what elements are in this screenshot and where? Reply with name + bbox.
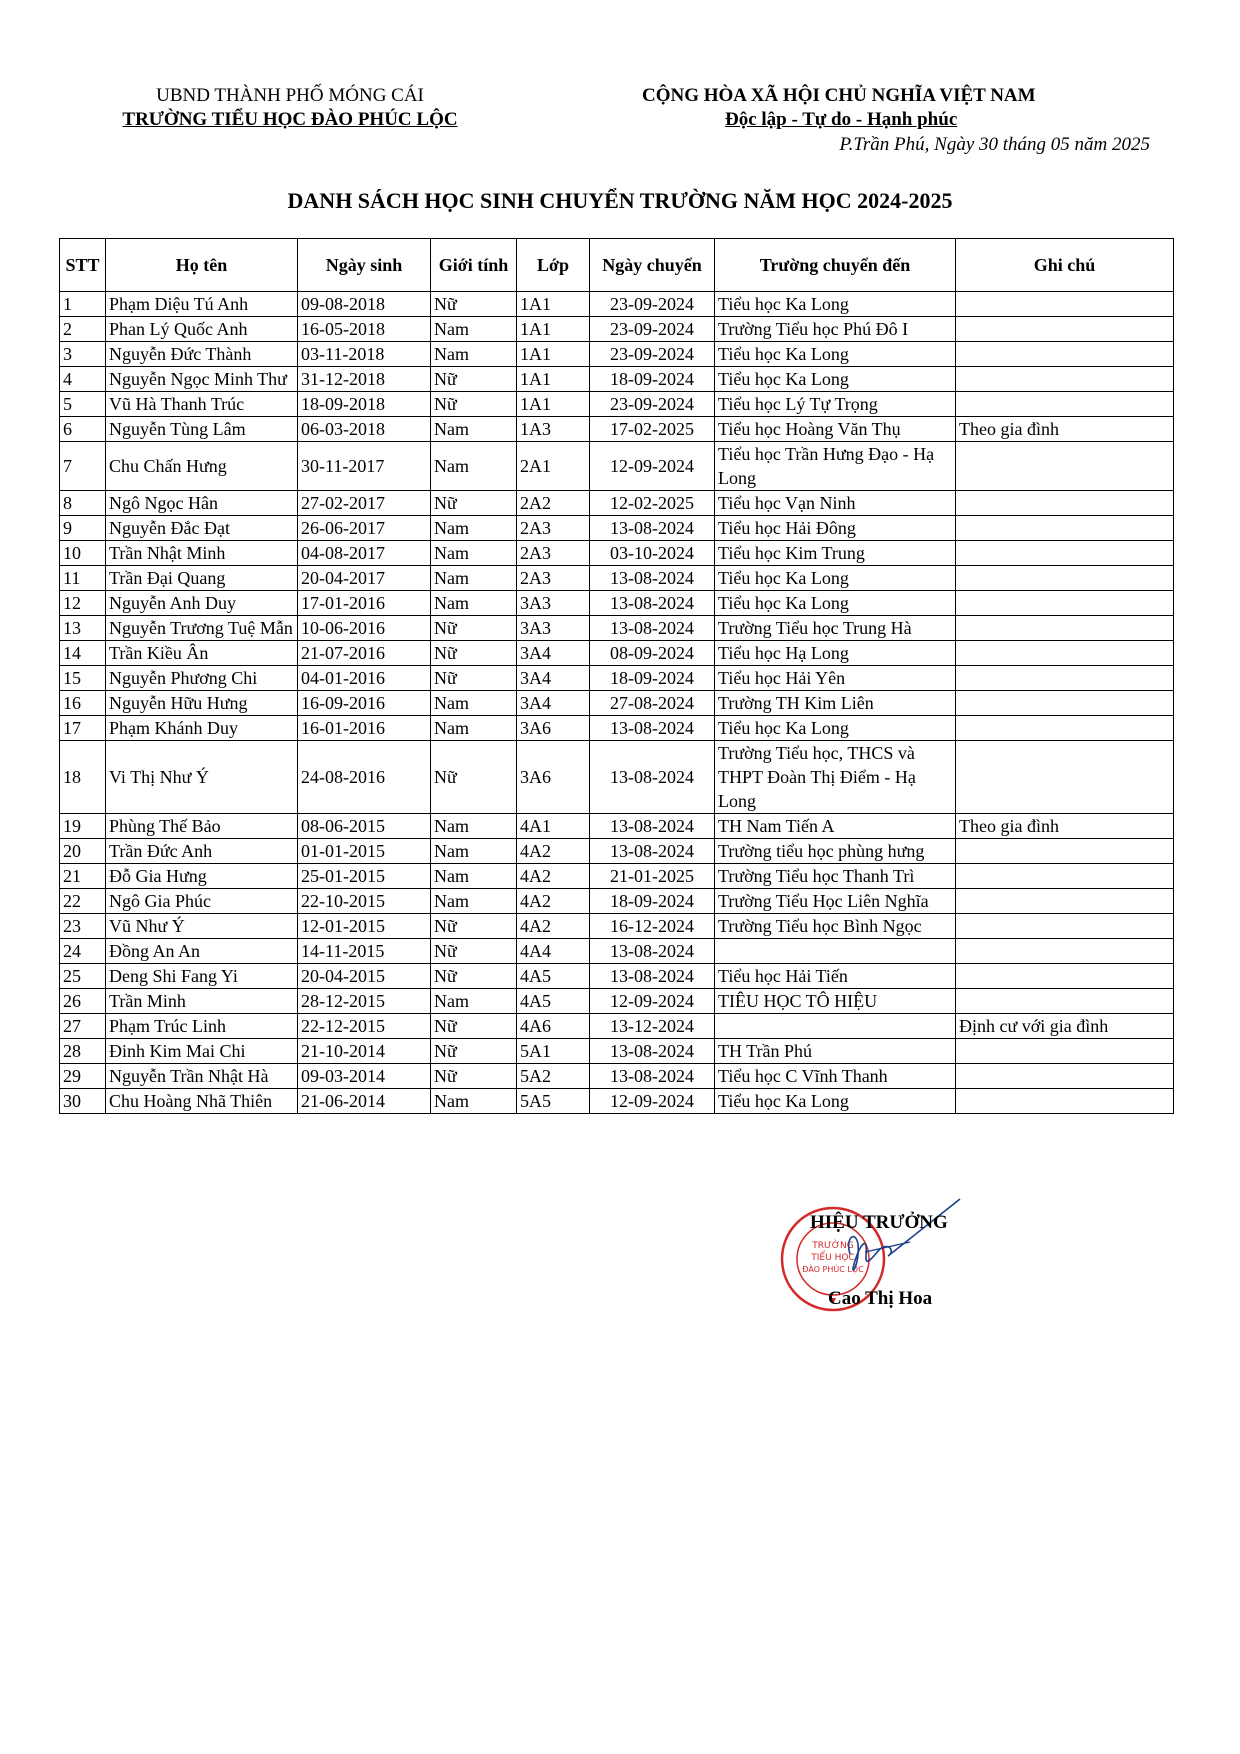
cell-name: Phùng Thế Bảo (106, 814, 298, 839)
cell-stt: 1 (60, 292, 106, 317)
cell-move-date: 12-09-2024 (590, 989, 715, 1014)
cell-class: 3A4 (517, 641, 590, 666)
cell-name: Trần Đức Anh (106, 839, 298, 864)
cell-class: 3A3 (517, 591, 590, 616)
cell-class: 3A4 (517, 666, 590, 691)
cell-gender: Nữ (431, 741, 517, 814)
cell-dob: 30-11-2017 (298, 442, 431, 491)
cell-dob: 31-12-2018 (298, 367, 431, 392)
cell-to-school: Tiểu học Hải Đông (715, 516, 956, 541)
cell-class: 2A3 (517, 566, 590, 591)
cell-move-date: 13-08-2024 (590, 616, 715, 641)
cell-class: 4A2 (517, 864, 590, 889)
cell-to-school: Tiểu học Ka Long (715, 591, 956, 616)
cell-move-date: 08-09-2024 (590, 641, 715, 666)
table-row (60, 939, 1174, 964)
cell-dob: 16-05-2018 (298, 317, 431, 342)
cell-class: 4A4 (517, 939, 590, 964)
cell-move-date: 16-12-2024 (590, 914, 715, 939)
cell-dob: 21-06-2014 (298, 1089, 431, 1114)
cell-move-date: 13-08-2024 (590, 939, 715, 964)
table-row (60, 741, 1174, 814)
cell-stt: 25 (60, 964, 106, 989)
cell-note (956, 914, 1174, 939)
cell-move-date: 13-08-2024 (590, 814, 715, 839)
cell-note (956, 566, 1174, 591)
cell-dob: 17-01-2016 (298, 591, 431, 616)
cell-name: Nguyễn Ngọc Minh Thư (106, 367, 298, 392)
cell-class: 1A1 (517, 342, 590, 367)
column-header-class: Lớp (517, 239, 590, 292)
table-row (60, 1064, 1174, 1089)
cell-stt: 2 (60, 317, 106, 342)
cell-to-school: Trường TH Kim Liên (715, 691, 956, 716)
place-date: P.Trần Phú, Ngày 30 tháng 05 năm 2025 (839, 134, 1150, 155)
column-header-name: Họ tên (106, 239, 298, 292)
cell-to-school: Tiểu học C Vĩnh Thanh (715, 1064, 956, 1089)
cell-dob: 16-01-2016 (298, 716, 431, 741)
cell-dob: 09-08-2018 (298, 292, 431, 317)
cell-move-date: 13-08-2024 (590, 741, 715, 814)
cell-note (956, 491, 1174, 516)
header-right (620, 84, 1160, 158)
cell-note (956, 889, 1174, 914)
cell-note (956, 1064, 1174, 1089)
cell-move-date: 23-09-2024 (590, 392, 715, 417)
cell-gender: Nam (431, 1089, 517, 1114)
cell-stt: 11 (60, 566, 106, 591)
cell-move-date: 23-09-2024 (590, 342, 715, 367)
cell-to-school: TH Nam Tiến A (715, 814, 956, 839)
cell-to-school (715, 1014, 956, 1039)
table-row (60, 541, 1174, 566)
cell-gender: Nam (431, 716, 517, 741)
cell-name: Chu Chấn Hưng (106, 442, 298, 491)
cell-to-school: Tiểu học Hải Yên (715, 666, 956, 691)
cell-class: 1A1 (517, 392, 590, 417)
cell-note (956, 591, 1174, 616)
cell-note: Định cư với gia đình (956, 1014, 1174, 1039)
cell-move-date: 13-08-2024 (590, 516, 715, 541)
cell-to-school: Trường Tiểu Học Liên Nghĩa (715, 889, 956, 914)
cell-stt: 29 (60, 1064, 106, 1089)
national-motto: Độc lập - Tự do - Hạnh phúc (725, 109, 958, 130)
column-header-stt: STT (60, 239, 106, 292)
cell-dob: 01-01-2015 (298, 839, 431, 864)
cell-dob: 14-11-2015 (298, 939, 431, 964)
cell-to-school: Tiểu học Kim Trung (715, 541, 956, 566)
cell-name: Vũ Hà Thanh Trúc (106, 392, 298, 417)
column-header-move-date: Ngày chuyển (590, 239, 715, 292)
cell-gender: Nam (431, 864, 517, 889)
cell-class: 4A5 (517, 964, 590, 989)
cell-dob: 16-09-2016 (298, 691, 431, 716)
table-row (60, 1014, 1174, 1039)
cell-name: Phạm Diệu Tú Anh (106, 292, 298, 317)
cell-gender: Nam (431, 442, 517, 491)
cell-gender: Nam (431, 566, 517, 591)
cell-to-school (715, 939, 956, 964)
cell-class: 2A3 (517, 516, 590, 541)
cell-note (956, 939, 1174, 964)
table-row (60, 317, 1174, 342)
cell-class: 2A2 (517, 491, 590, 516)
authority-name: UBND THÀNH PHỐ MÓNG CÁI (156, 85, 424, 106)
cell-gender: Nam (431, 989, 517, 1014)
cell-class: 1A1 (517, 367, 590, 392)
cell-name: Ngô Gia Phúc (106, 889, 298, 914)
cell-stt: 15 (60, 666, 106, 691)
cell-move-date: 12-09-2024 (590, 442, 715, 491)
table-row (60, 342, 1174, 367)
cell-name: Nguyễn Đắc Đạt (106, 516, 298, 541)
cell-gender: Nữ (431, 1039, 517, 1064)
cell-note (956, 839, 1174, 864)
cell-move-date: 23-09-2024 (590, 317, 715, 342)
signer-name: Cao Thị Hoa (828, 1288, 933, 1309)
cell-gender: Nam (431, 839, 517, 864)
cell-to-school: Tiểu học Ka Long (715, 716, 956, 741)
cell-note (956, 541, 1174, 566)
cell-gender: Nữ (431, 392, 517, 417)
cell-name: Nguyễn Trương Tuệ Mẫn (106, 616, 298, 641)
cell-name: Nguyễn Trần Nhật Hà (106, 1064, 298, 1089)
cell-to-school: Trường Tiểu học Trung Hà (715, 616, 956, 641)
cell-dob: 08-06-2015 (298, 814, 431, 839)
cell-class: 4A1 (517, 814, 590, 839)
cell-gender: Nam (431, 516, 517, 541)
table-row (60, 616, 1174, 641)
cell-to-school: Trường Tiểu học Bình Ngọc (715, 914, 956, 939)
cell-stt: 30 (60, 1089, 106, 1114)
cell-stt: 28 (60, 1039, 106, 1064)
cell-move-date: 18-09-2024 (590, 666, 715, 691)
column-header-to-school: Trường chuyển đến (715, 239, 956, 292)
cell-class: 3A6 (517, 716, 590, 741)
cell-note (956, 292, 1174, 317)
table-row (60, 889, 1174, 914)
cell-to-school: Tiểu học Hải Tiến (715, 964, 956, 989)
cell-move-date: 23-09-2024 (590, 292, 715, 317)
cell-name: Phạm Khánh Duy (106, 716, 298, 741)
cell-move-date: 18-09-2024 (590, 367, 715, 392)
cell-note: Theo gia đình (956, 417, 1174, 442)
cell-gender: Nam (431, 417, 517, 442)
cell-gender: Nam (431, 342, 517, 367)
cell-stt: 16 (60, 691, 106, 716)
cell-stt: 26 (60, 989, 106, 1014)
cell-class: 4A2 (517, 914, 590, 939)
cell-to-school: Tiểu học Ka Long (715, 342, 956, 367)
cell-move-date: 13-08-2024 (590, 716, 715, 741)
cell-class: 2A3 (517, 541, 590, 566)
cell-dob: 22-12-2015 (298, 1014, 431, 1039)
column-header-gender: Giới tính (431, 239, 517, 292)
table-row (60, 1039, 1174, 1064)
cell-to-school: Trường Tiểu học Thanh Trì (715, 864, 956, 889)
cell-stt: 7 (60, 442, 106, 491)
cell-stt: 27 (60, 1014, 106, 1039)
cell-gender: Nữ (431, 964, 517, 989)
cell-gender: Nữ (431, 367, 517, 392)
cell-dob: 04-08-2017 (298, 541, 431, 566)
handwritten-signature (820, 1194, 970, 1294)
cell-note (956, 367, 1174, 392)
cell-name: Đinh Kim Mai Chi (106, 1039, 298, 1064)
cell-name: Ngô Ngọc Hân (106, 491, 298, 516)
cell-stt: 13 (60, 616, 106, 641)
cell-stt: 3 (60, 342, 106, 367)
cell-gender: Nam (431, 889, 517, 914)
cell-move-date: 13-08-2024 (590, 591, 715, 616)
cell-name: Deng Shi Fang Yi (106, 964, 298, 989)
cell-name: Trần Đại Quang (106, 566, 298, 591)
cell-gender: Nữ (431, 666, 517, 691)
cell-stt: 18 (60, 741, 106, 814)
cell-move-date: 13-08-2024 (590, 566, 715, 591)
cell-class: 5A2 (517, 1064, 590, 1089)
cell-name: Vi Thị Như Ý (106, 741, 298, 814)
table-header-row (60, 239, 1174, 292)
cell-stt: 8 (60, 491, 106, 516)
cell-move-date: 12-09-2024 (590, 1089, 715, 1114)
cell-move-date: 13-08-2024 (590, 964, 715, 989)
cell-move-date: 13-12-2024 (590, 1014, 715, 1039)
cell-gender: Nam (431, 814, 517, 839)
table-row (60, 691, 1174, 716)
cell-move-date: 13-08-2024 (590, 1064, 715, 1089)
cell-class: 2A1 (517, 442, 590, 491)
cell-move-date: 03-10-2024 (590, 541, 715, 566)
cell-class: 1A1 (517, 292, 590, 317)
cell-note (956, 442, 1174, 491)
cell-stt: 14 (60, 641, 106, 666)
column-header-dob: Ngày sinh (298, 239, 431, 292)
cell-stt: 20 (60, 839, 106, 864)
cell-move-date: 13-08-2024 (590, 839, 715, 864)
cell-gender: Nam (431, 591, 517, 616)
table-row (60, 864, 1174, 889)
cell-to-school: Trường Tiểu học Phú Đô I (715, 317, 956, 342)
cell-stt: 12 (60, 591, 106, 616)
cell-class: 5A1 (517, 1039, 590, 1064)
cell-note (956, 666, 1174, 691)
cell-name: Đồng An An (106, 939, 298, 964)
document-title: DANH SÁCH HỌC SINH CHUYỂN TRƯỜNG NĂM HỌC 2024-2025 (287, 188, 953, 213)
cell-to-school: Tiểu học Hoàng Văn Thụ (715, 417, 956, 442)
table-row (60, 641, 1174, 666)
table-row (60, 666, 1174, 691)
table-row (60, 566, 1174, 591)
cell-class: 1A3 (517, 417, 590, 442)
cell-name: Trần Minh (106, 989, 298, 1014)
cell-dob: 20-04-2017 (298, 566, 431, 591)
cell-gender: Nữ (431, 641, 517, 666)
stamp-line-3: ĐÀO PHÚC LỘC (802, 1265, 864, 1274)
cell-class: 3A4 (517, 691, 590, 716)
cell-note (956, 964, 1174, 989)
cell-move-date: 18-09-2024 (590, 889, 715, 914)
cell-gender: Nam (431, 541, 517, 566)
stamp-line-1: TRƯỜNG (812, 1241, 854, 1251)
column-header-note: Ghi chú (956, 239, 1174, 292)
cell-move-date: 13-08-2024 (590, 1039, 715, 1064)
cell-note (956, 716, 1174, 741)
cell-stt: 10 (60, 541, 106, 566)
cell-class: 4A2 (517, 839, 590, 864)
cell-to-school: Tiểu học Ka Long (715, 1089, 956, 1114)
cell-class: 1A1 (517, 317, 590, 342)
cell-note (956, 641, 1174, 666)
cell-gender: Nữ (431, 939, 517, 964)
stamp-line-2: TIỂU HỌC (811, 1253, 855, 1263)
cell-to-school: Trường tiểu học phùng hưng (715, 839, 956, 864)
cell-dob: 21-10-2014 (298, 1039, 431, 1064)
table-row (60, 814, 1174, 839)
cell-note (956, 392, 1174, 417)
table-row (60, 417, 1174, 442)
cell-dob: 04-01-2016 (298, 666, 431, 691)
cell-note (956, 691, 1174, 716)
cell-to-school: Tiểu học Trần Hưng Đạo - Hạ Long (715, 442, 956, 491)
table-row (60, 716, 1174, 741)
cell-gender: Nữ (431, 1064, 517, 1089)
table-row (60, 491, 1174, 516)
table-row (60, 989, 1174, 1014)
cell-move-date: 27-08-2024 (590, 691, 715, 716)
cell-note (956, 1039, 1174, 1064)
table-row (60, 367, 1174, 392)
signer-title: HIỆU TRƯỞNG (810, 1212, 948, 1233)
cell-to-school: TH Trần Phú (715, 1039, 956, 1064)
cell-note (956, 342, 1174, 367)
cell-stt: 4 (60, 367, 106, 392)
cell-note (956, 1089, 1174, 1114)
header-left (100, 84, 480, 132)
cell-class: 5A5 (517, 1089, 590, 1114)
cell-dob: 25-01-2015 (298, 864, 431, 889)
cell-note (956, 317, 1174, 342)
table-row (60, 442, 1174, 491)
cell-stt: 17 (60, 716, 106, 741)
cell-dob: 21-07-2016 (298, 641, 431, 666)
cell-note (956, 864, 1174, 889)
cell-stt: 5 (60, 392, 106, 417)
school-name: TRƯỜNG TIỂU HỌC ĐÀO PHÚC LỘC (122, 109, 458, 130)
cell-gender: Nam (431, 317, 517, 342)
cell-dob: 06-03-2018 (298, 417, 431, 442)
cell-dob: 28-12-2015 (298, 989, 431, 1014)
cell-name: Nguyễn Hữu Hưng (106, 691, 298, 716)
cell-stt: 21 (60, 864, 106, 889)
cell-gender: Nam (431, 691, 517, 716)
cell-dob: 24-08-2016 (298, 741, 431, 814)
cell-name: Nguyễn Tùng Lâm (106, 417, 298, 442)
cell-dob: 26-06-2017 (298, 516, 431, 541)
cell-gender: Nữ (431, 491, 517, 516)
cell-gender: Nữ (431, 616, 517, 641)
cell-name: Nguyễn Phương Chi (106, 666, 298, 691)
table-row (60, 591, 1174, 616)
table-row (60, 964, 1174, 989)
cell-to-school: Tiểu học Ka Long (715, 367, 956, 392)
cell-dob: 03-11-2018 (298, 342, 431, 367)
cell-note (956, 516, 1174, 541)
cell-move-date: 17-02-2025 (590, 417, 715, 442)
cell-dob: 22-10-2015 (298, 889, 431, 914)
cell-name: Đỗ Gia Hưng (106, 864, 298, 889)
cell-to-school: TIÊU HỌC TÔ HIỆU (715, 989, 956, 1014)
cell-stt: 6 (60, 417, 106, 442)
cell-move-date: 21-01-2025 (590, 864, 715, 889)
cell-name: Trần Kiều Ân (106, 641, 298, 666)
table-row (60, 839, 1174, 864)
nation-name: CỘNG HÒA XÃ HỘI CHỦ NGHĨA VIỆT NAM (642, 85, 1036, 106)
cell-dob: 10-06-2016 (298, 616, 431, 641)
table-row (60, 1089, 1174, 1114)
cell-stt: 23 (60, 914, 106, 939)
cell-to-school: Tiểu học Vạn Ninh (715, 491, 956, 516)
cell-gender: Nữ (431, 914, 517, 939)
cell-stt: 22 (60, 889, 106, 914)
cell-class: 4A6 (517, 1014, 590, 1039)
cell-stt: 19 (60, 814, 106, 839)
table-row (60, 392, 1174, 417)
cell-gender: Nữ (431, 1014, 517, 1039)
table-row (60, 516, 1174, 541)
cell-name: Vũ Như Ý (106, 914, 298, 939)
cell-to-school: Tiểu học Ka Long (715, 566, 956, 591)
cell-dob: 20-04-2015 (298, 964, 431, 989)
cell-note (956, 741, 1174, 814)
cell-move-date: 12-02-2025 (590, 491, 715, 516)
cell-class: 3A6 (517, 741, 590, 814)
cell-class: 4A5 (517, 989, 590, 1014)
cell-dob: 27-02-2017 (298, 491, 431, 516)
cell-name: Phạm Trúc Linh (106, 1014, 298, 1039)
table-row (60, 914, 1174, 939)
cell-to-school: Tiểu học Lý Tự Trọng (715, 392, 956, 417)
cell-name: Phan Lý Quốc Anh (106, 317, 298, 342)
cell-to-school: Tiểu học Ka Long (715, 292, 956, 317)
cell-stt: 24 (60, 939, 106, 964)
cell-name: Nguyễn Đức Thành (106, 342, 298, 367)
table-row (60, 292, 1174, 317)
cell-note: Theo gia đình (956, 814, 1174, 839)
cell-class: 4A2 (517, 889, 590, 914)
cell-to-school: Trường Tiểu học, THCS và THPT Đoàn Thị Điểm - Hạ Long (715, 741, 956, 814)
student-transfer-table (59, 238, 1174, 1114)
cell-note (956, 616, 1174, 641)
cell-stt: 9 (60, 516, 106, 541)
cell-to-school: Tiểu học Hạ Long (715, 641, 956, 666)
cell-class: 3A3 (517, 616, 590, 641)
cell-dob: 18-09-2018 (298, 392, 431, 417)
cell-note (956, 989, 1174, 1014)
cell-name: Nguyễn Anh Duy (106, 591, 298, 616)
cell-name: Trần Nhật Minh (106, 541, 298, 566)
cell-name: Chu Hoàng Nhã Thiên (106, 1089, 298, 1114)
cell-gender: Nữ (431, 292, 517, 317)
cell-dob: 12-01-2015 (298, 914, 431, 939)
cell-dob: 09-03-2014 (298, 1064, 431, 1089)
